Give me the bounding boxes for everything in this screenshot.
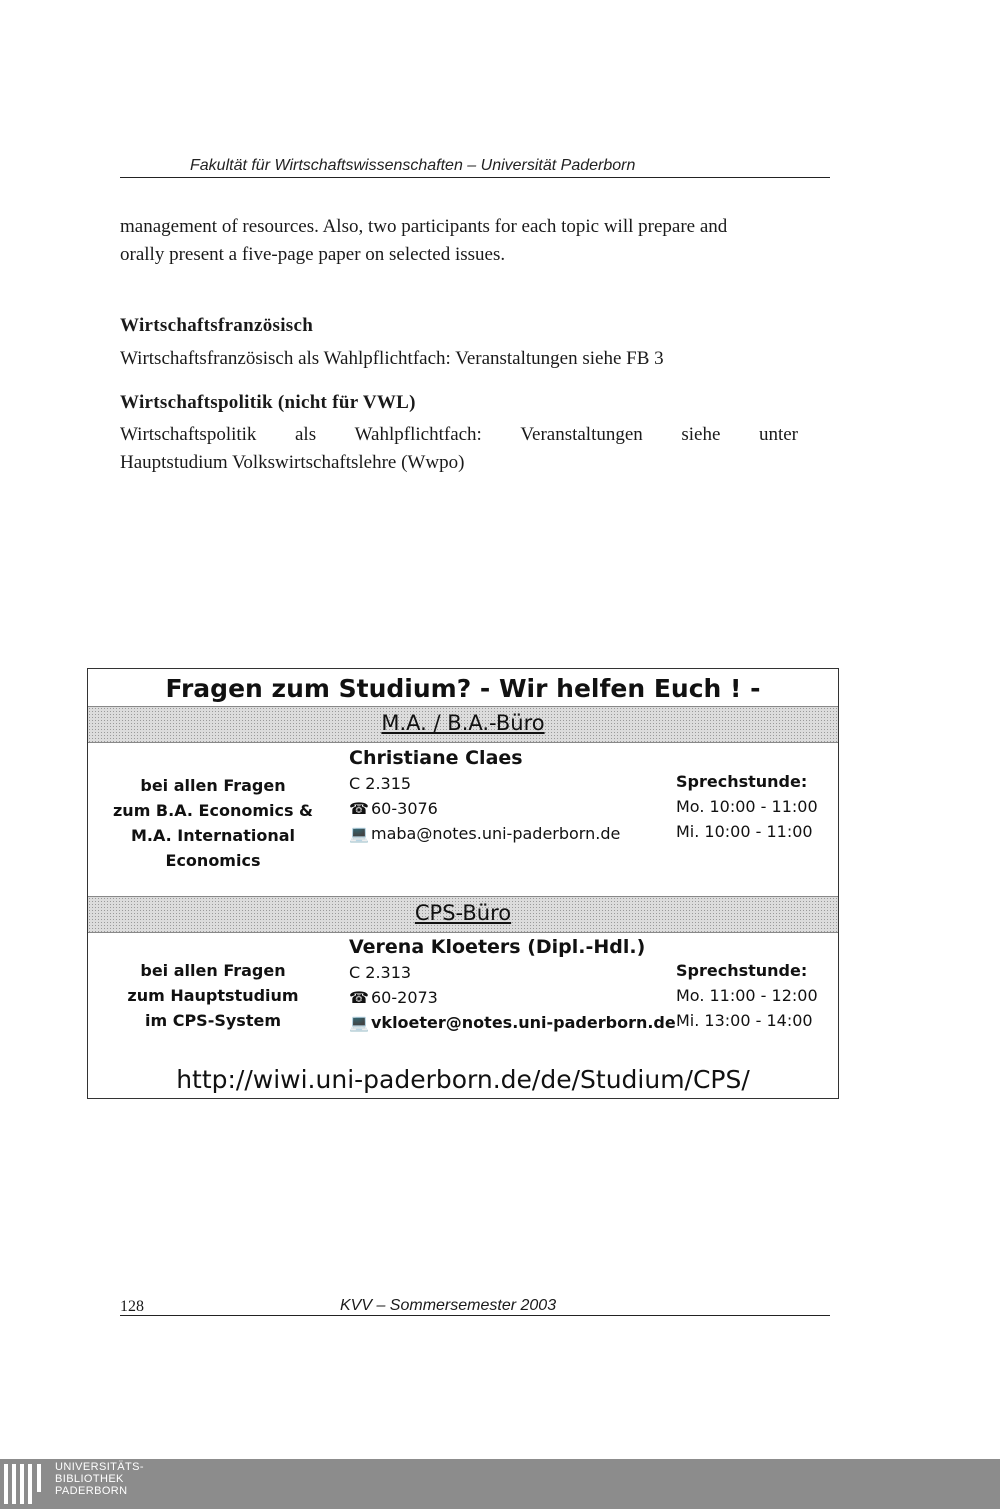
library-name	[55, 1461, 144, 1497]
hours-line: Mi. 10:00 - 11:00	[676, 822, 813, 841]
contact-email[interactable]: vkloeter@notes.uni-paderborn.de	[371, 1013, 676, 1032]
word: als	[294, 424, 317, 445]
office-description-cps	[98, 958, 328, 1033]
office-title-cps: CPS-Büro	[414, 901, 512, 925]
hours-line: Mo. 11:00 - 12:00	[676, 986, 818, 1005]
word: siehe	[681, 424, 721, 445]
library-name-line: BIBLIOTHEK	[55, 1473, 124, 1485]
description-line: bei allen Fragen	[140, 961, 286, 980]
intro-line-1: management of resources. Also, two participants for each topic will prepare and	[120, 216, 728, 237]
intro-paragraph	[120, 213, 727, 269]
word: Veranstaltungen	[520, 424, 643, 445]
contact-room: C 2.315	[349, 774, 412, 793]
running-footer: KVV – Sommersemester 2003	[340, 1297, 557, 1314]
contact-email-row	[349, 821, 620, 846]
section-text-wirtschaftspolitik	[120, 421, 798, 477]
telephone-icon: ☎	[349, 799, 369, 818]
word: unter	[758, 424, 798, 445]
contact-room: C 2.313	[349, 963, 412, 982]
computer-icon: 💻	[349, 1013, 369, 1032]
library-name-line: UNIVERSITÄTS-	[55, 1461, 144, 1473]
contact-phone: 60-3076	[371, 799, 438, 818]
description-line: zum Hauptstudium	[127, 986, 299, 1005]
description-line: bei allen Fragen	[140, 776, 286, 795]
word: Wirtschaftspolitik	[120, 424, 257, 445]
description-line: M.A. International	[130, 826, 296, 845]
contact-phone: 60-2073	[371, 988, 438, 1007]
section-text-wirtschaftsfranzoesisch: Wirtschaftsfranzösisch als Wahlpflichtfach: Veranstaltungen siehe FB 3	[120, 348, 664, 369]
office-contact-maba	[349, 746, 620, 846]
footer-rule	[120, 1315, 830, 1316]
section-heading-wirtschaftsfranzoesisch: Wirtschaftsfranzösisch	[120, 315, 314, 336]
contact-phone-row	[349, 796, 620, 821]
info-box-title: Fragen zum Studium? - Wir helfen Euch ! -	[165, 674, 761, 703]
hours-label: Sprechstunde:	[676, 772, 808, 791]
contact-email[interactable]: maba@notes.uni-paderborn.de	[371, 824, 621, 843]
hours-label: Sprechstunde:	[676, 961, 808, 980]
description-line: im CPS-System	[144, 1011, 281, 1030]
contact-email-row	[349, 1010, 676, 1035]
intro-line-2: orally present a five-page paper on selected issues.	[120, 244, 506, 265]
justified-line	[120, 421, 798, 449]
office-title-maba: M.A. / B.A.-Büro	[381, 711, 545, 735]
description-line: Economics	[165, 851, 261, 870]
office-contact-cps	[349, 935, 676, 1035]
office-description-maba	[98, 773, 328, 873]
hours-line: Mo. 10:00 - 11:00	[676, 797, 818, 816]
office-hours-maba	[676, 769, 818, 844]
description-line: zum B.A. Economics &	[112, 801, 314, 820]
library-banner	[0, 1459, 1000, 1509]
contact-name: Christiane Claes	[349, 747, 523, 769]
page-number: 128	[120, 1298, 144, 1315]
contact-phone-row	[349, 985, 676, 1010]
running-header: Fakultät für Wirtschaftswissenschaften – Universität Paderborn	[190, 157, 636, 174]
word: Wahlpflichtfach:	[354, 424, 482, 445]
hours-line: Mi. 13:00 - 14:00	[676, 1011, 813, 1030]
computer-icon: 💻	[349, 824, 369, 843]
section-heading-wirtschaftspolitik: Wirtschaftspolitik (nicht für VWL)	[120, 392, 416, 413]
header-rule	[120, 177, 830, 178]
office-hours-cps	[676, 958, 818, 1033]
telephone-icon: ☎	[349, 988, 369, 1007]
library-name-line: PADERBORN	[55, 1485, 128, 1497]
contact-name: Verena Kloeters (Dipl.-Hdl.)	[349, 936, 646, 958]
section-text-line-2: Hauptstudium Volkswirtschaftslehre (Wwpo)	[120, 452, 465, 473]
info-box	[87, 668, 839, 1099]
studium-url[interactable]: http://wiwi.uni-paderborn.de/de/Studium/CPS/	[176, 1065, 750, 1094]
